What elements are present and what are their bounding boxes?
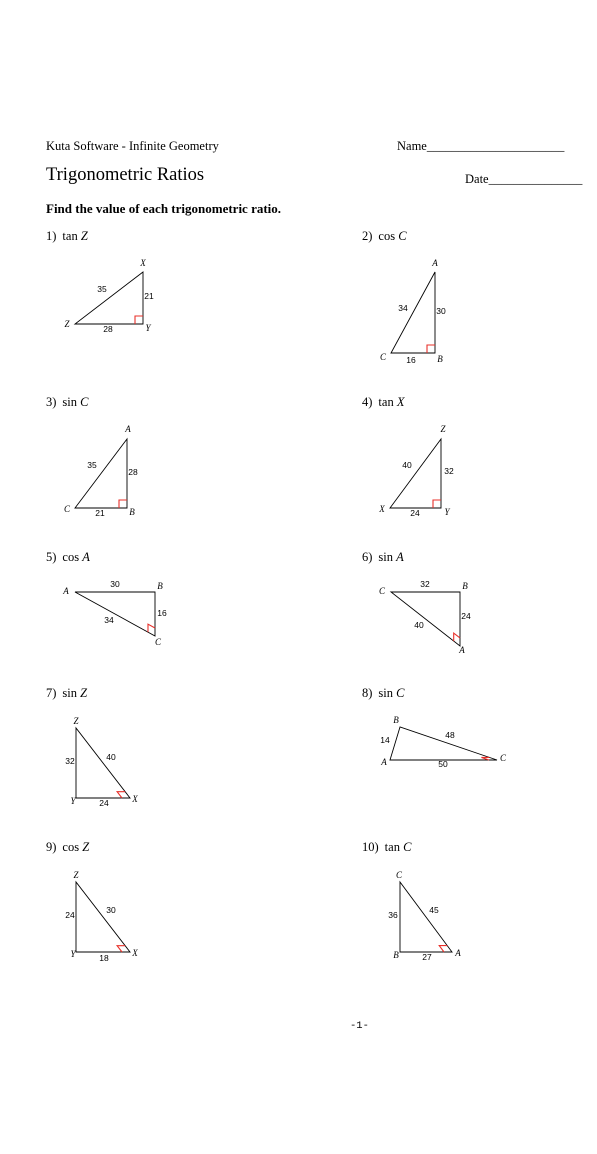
side-length-label: 30 [106, 905, 116, 915]
vertex-label: A [125, 424, 131, 434]
side-length-label: 45 [429, 905, 439, 915]
side-length-label: 16 [406, 355, 416, 365]
page-title: Trigonometric Ratios [46, 165, 205, 185]
vertex-label: B [462, 581, 468, 591]
side-length-label: 28 [128, 467, 138, 477]
vertex-label: X [140, 258, 146, 268]
side-length-label: 30 [436, 306, 446, 316]
problem-number: 6) [362, 550, 373, 564]
side-length-label: 30 [110, 579, 120, 589]
vertex-label: Z [73, 870, 79, 880]
side-length-label: 24 [410, 508, 420, 518]
side-length-label: 32 [65, 756, 75, 766]
trig-function: sin [378, 550, 397, 564]
angle-name: A [82, 550, 90, 564]
problem-number: 9) [46, 840, 57, 854]
vertex-label: C [379, 352, 387, 362]
problem-number: 7) [46, 686, 57, 700]
side-length-label: 21 [95, 508, 105, 518]
trig-function: sin [62, 686, 81, 700]
angle-name: X [396, 395, 405, 409]
vertex-label: C [63, 504, 71, 514]
vertex-label: B [129, 507, 135, 517]
vertex-label: A [432, 258, 438, 268]
date-field-label: Date_______________ [465, 172, 583, 186]
angle-name: Z [82, 840, 90, 854]
side-length-label: 35 [87, 460, 97, 470]
side-length-label: 18 [99, 953, 109, 963]
side-length-label: 48 [445, 730, 455, 740]
vertex-label: A [459, 645, 465, 655]
side-length-label: 32 [420, 579, 430, 589]
trig-function: tan [378, 395, 397, 409]
instructions: Find the value of each trigonometric ratio. [46, 201, 282, 216]
side-length-label: 50 [438, 759, 448, 769]
vertex-label: A [455, 948, 461, 958]
right-angle-marker [439, 946, 447, 952]
vertex-label: Z [73, 716, 79, 726]
vertex-label: A [381, 757, 387, 767]
publisher-header: Kuta Software - Infinite Geometry [46, 139, 219, 153]
trig-function: sin [378, 686, 397, 700]
angle-name: A [396, 550, 404, 564]
vertex-label: C [499, 753, 507, 763]
trig-function: cos [62, 550, 83, 564]
trig-function: cos [62, 840, 83, 854]
problem-number: 5) [46, 550, 57, 564]
vertex-label: Y [70, 949, 76, 959]
vertex-label: Y [70, 796, 76, 806]
angle-name: C [396, 686, 405, 700]
side-length-label: 27 [422, 952, 432, 962]
vertex-label: C [395, 870, 403, 880]
trig-function: tan [62, 229, 81, 243]
vertex-label: Y [444, 507, 450, 517]
vertex-label: X [379, 504, 385, 514]
angle-name: Z [80, 686, 88, 700]
angle-name: C [398, 229, 407, 243]
trig-function: sin [62, 395, 81, 409]
angle-name: Z [80, 229, 88, 243]
problem-number: 1) [46, 229, 57, 243]
problem-number: 4) [362, 395, 373, 409]
vertex-label: C [378, 586, 386, 596]
angle-name: C [80, 395, 89, 409]
vertex-label: Z [64, 319, 70, 329]
side-length-label: 40 [414, 620, 424, 630]
side-length-label: 34 [104, 615, 114, 625]
angle-name: C [403, 840, 412, 854]
side-length-label: 40 [106, 752, 116, 762]
trig-function: tan [384, 840, 404, 854]
triangle [400, 882, 452, 952]
problem-number: 3) [46, 395, 57, 409]
vertex-label: B [157, 581, 163, 591]
side-length-label: 32 [444, 466, 454, 476]
problem-number: 8) [362, 686, 373, 700]
vertex-label: B [393, 950, 399, 960]
vertex-label: B [393, 715, 399, 725]
side-length-label: 28 [103, 324, 113, 334]
side-length-label: 21 [144, 291, 154, 301]
side-length-label: 14 [380, 735, 390, 745]
trig-function: cos [378, 229, 399, 243]
side-length-label: 40 [402, 460, 412, 470]
problem-number: 10) [362, 840, 379, 854]
vertex-label: Y [145, 323, 151, 333]
vertex-label: B [437, 354, 443, 364]
vertex-label: X [132, 948, 138, 958]
side-length-label: 36 [388, 910, 398, 920]
page-number: -1- [350, 1020, 369, 1032]
side-length-label: 24 [65, 910, 75, 920]
side-length-label: 24 [99, 798, 109, 808]
vertex-label: Z [440, 424, 446, 434]
side-length-label: 24 [461, 611, 471, 621]
side-length-label: 16 [157, 608, 167, 618]
name-field-label: Name______________________ [397, 139, 565, 153]
side-length-label: 34 [398, 303, 408, 313]
problem-number: 2) [362, 229, 373, 243]
vertex-label: X [132, 794, 138, 804]
vertex-label: C [154, 637, 162, 647]
vertex-label: A [63, 586, 69, 596]
side-length-label: 35 [97, 284, 107, 294]
